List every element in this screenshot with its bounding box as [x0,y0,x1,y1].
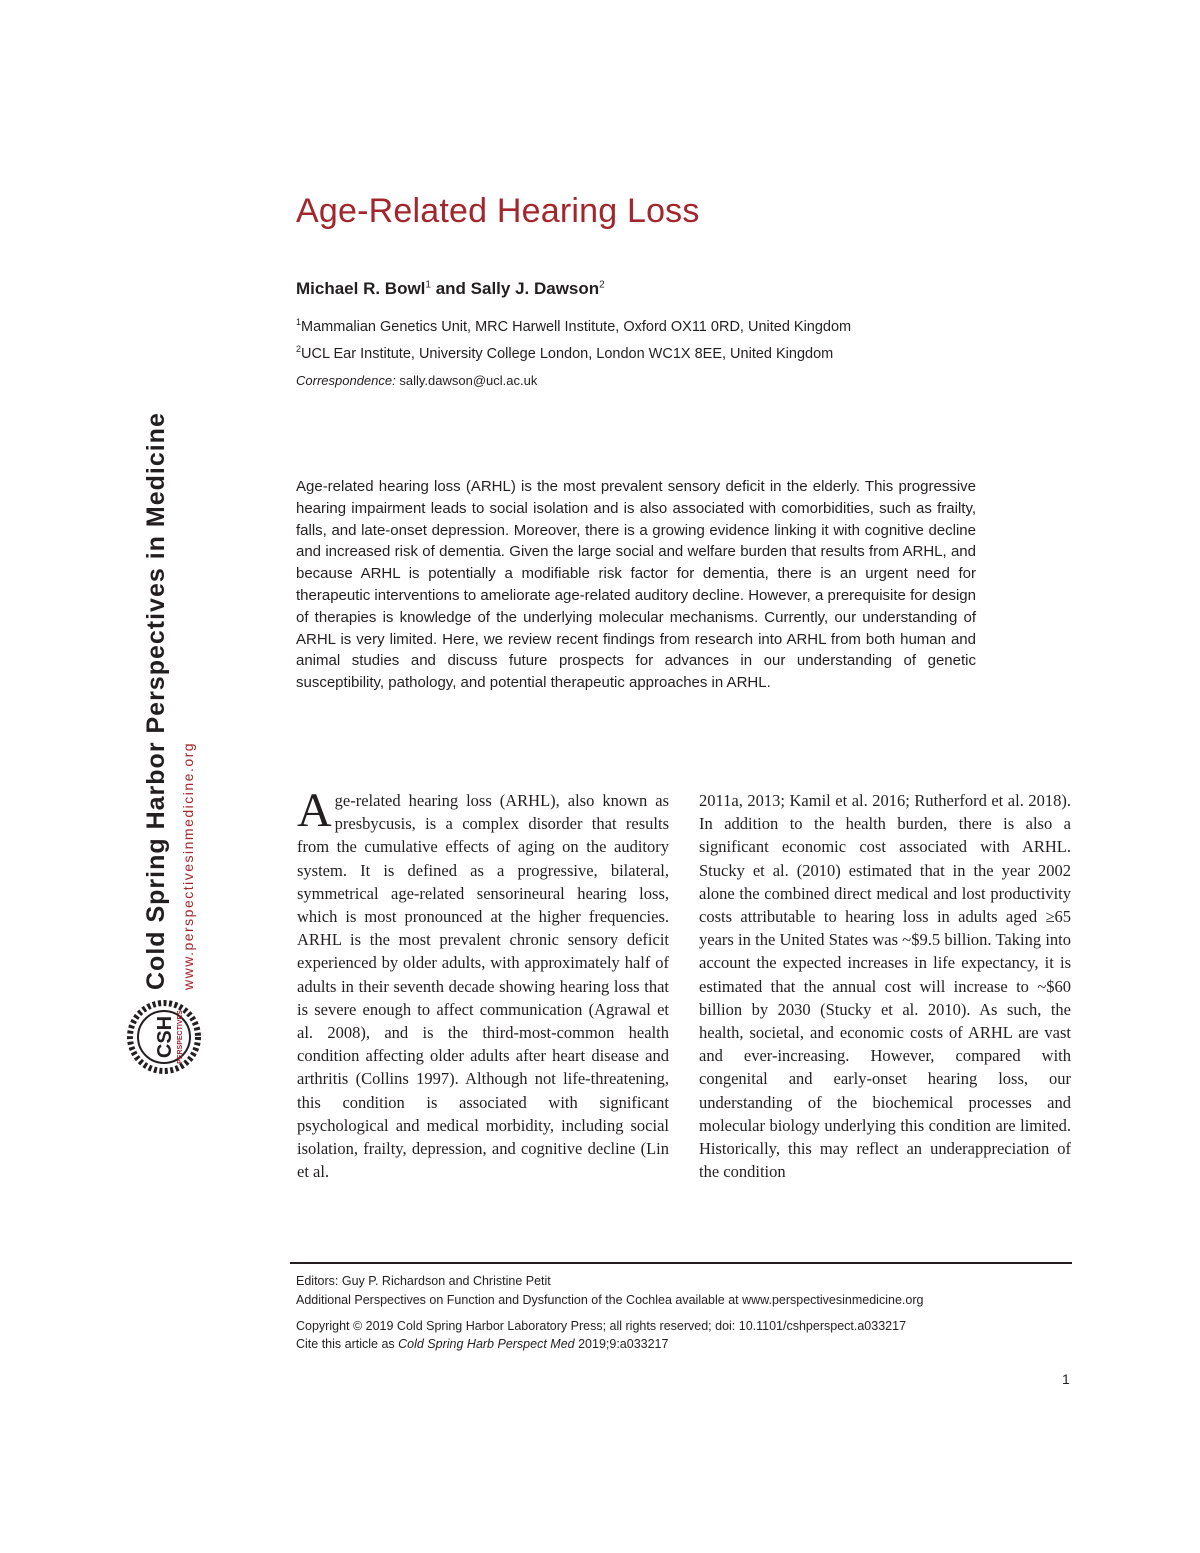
page-number: 1 [1062,1371,1070,1387]
footer-additional-perspectives: Additional Perspectives on Function and Dysfunction of the Cochlea available at www.perspectivesinmedicine.org [296,1293,924,1307]
citation-prefix: Cite this article as [296,1337,399,1351]
author-name: Michael R. Bowl [296,279,426,298]
body-column-right: 2011a, 2013; Kamil et al. 2016; Rutherford et al. 2018). In addition to the health burden, there is also a significant economic cost associated with ARHL. Stucky et al. (2010) estimated that in the year 2002 alone the combined direct medical and lost productivity costs attributable to hearing loss in adults aged ≥65 years in the United States was ~$9.5 billion. Taking into account the expected increases in life expectancy, it is estimated that the annual cost will increase to ~$60 billion by 2030 (Stucky et al. 2010). As such, the health, societal, and economic costs of ARHL are vast and ever-increasing. However, compared with congenital and early-onset hearing loss, our understanding of the biochemical processes and molecular biology underlying this condition are limited. Historically, this may reflect an underappreciation of the condition [699,791,1071,1182]
body-text-left: ge-related hearing loss (ARHL), also known as presbycusis, is a complex disorder that results from the cumulative effects of aging on the auditory system. It is defined as a progressive, bilateral, symmetrical age-related sensorineural hearing loss, which is most pronounced at the higher frequencies. ARHL is the most prevalent chronic sensory deficit experienced by older adults, with approximately half of adults in their seventh decade showing hearing loss that is severe enough to affect communication (Agrawal et al. 2008), and is the third-most-common health condition affecting older adults after heart disease and arthritis (Collins 1997). Although not life-threatening, this condition is associated with significant psychological and medical morbidity, including social isolation, frailty, depression, and cognitive decline (Lin et al. [297,791,669,1182]
correspondence-label: Correspondence: [296,373,396,388]
author-joiner: and [430,279,471,298]
affiliation-marker: 1 [296,317,302,327]
journal-name: Cold Spring Harbor Perspectives in Medicine [142,412,170,990]
logo-subtext: PERSPECTIVES [177,1010,184,1064]
logo-text: CSH [154,1015,176,1059]
affiliation-marker: 2 [296,344,302,354]
body-column-left [297,784,669,1183]
abstract: Age-related hearing loss (ARHL) is the most prevalent sensory deficit in the elderly. This progressive hearing impairment leads to social isolation and is also associated with comorbidities, such as frailty, falls, and late-onset depression. Moreover, there is a growing evidence linking it with cognitive decline and increased risk of dementia. Given the large social and welfare burden that results from ARHL, and because ARHL is potentially a modifiable risk factor for dementia, there is an urgent need for therapeutic interventions to ameliorate age-related auditory decline. However, a prerequisite for design of therapies is knowledge of the underlying molecular mechanisms. Currently, our understanding of ARHL is very limited. Here, we review recent findings from research into ARHL from both human and animal studies and discuss future prospects for advances in our understanding of genetic susceptibility, pathology, and potential therapeutic approaches in ARHL. [296,478,976,692]
affiliation [296,344,833,362]
author-name: Sally J. Dawson [470,279,600,298]
author-affiliation-marker: 2 [599,279,605,291]
journal-url-link[interactable]: www.perspectivesinmedicine.org [180,741,196,990]
affiliation [296,317,851,335]
correspondence [296,373,537,388]
citation-journal: Cold Spring Harb Perspect Med [398,1337,575,1351]
author-affiliation-marker: 1 [425,279,431,291]
affiliation-text: Mammalian Genetics Unit, MRC Harwell Institute, Oxford OX11 0RD, United Kingdom [301,318,852,335]
csh-perspectives-logo [124,997,204,1077]
footer-editors: Editors: Guy P. Richardson and Christine Petit [296,1274,551,1288]
author-list [296,279,605,299]
correspondence-email-link[interactable]: sally.dawson@ucl.ac.uk [399,373,538,388]
citation-suffix: 2019;9:a033217 [574,1337,669,1351]
article-title: Age-Related Hearing Loss [296,192,700,230]
footer-citation [296,1337,668,1351]
footer-divider [290,1262,1072,1264]
footer-copyright: Copyright © 2019 Cold Spring Harbor Laboratory Press; all rights reserved; doi: 10.1101/cshperspect.a033217 [296,1319,907,1333]
drop-cap: A [297,784,332,837]
affiliation-text: UCL Ear Institute, University College London, London WC1X 8EE, United Kingdom [301,345,834,362]
